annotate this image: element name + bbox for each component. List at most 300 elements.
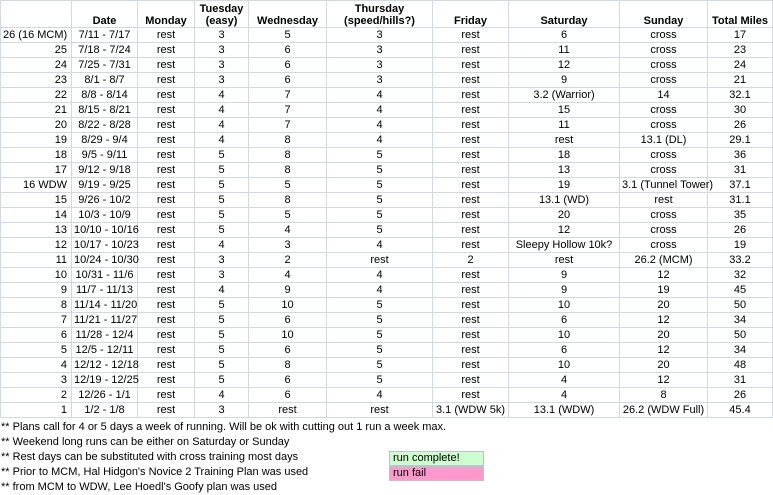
table-cell[interactable]: 8 (249, 193, 327, 208)
table-cell[interactable]: 2 (249, 253, 327, 268)
table-cell[interactable]: 5 (195, 373, 249, 388)
table-cell[interactable]: 12/26 - 1/1 (72, 388, 138, 403)
table-row (1, 88, 773, 103)
table-cell[interactable]: 4 (509, 373, 620, 388)
table-cell[interactable]: 5 (1, 343, 72, 358)
table-cell[interactable]: 3 (327, 58, 433, 73)
table-cell[interactable]: 13.1 (DL) (620, 133, 708, 148)
table-cell[interactable]: 3.2 (Warrior) (509, 88, 620, 103)
header-cell[interactable]: Date (72, 1, 138, 28)
table-cell[interactable]: 11 (509, 118, 620, 133)
table-cell[interactable]: 30 (708, 103, 773, 118)
table-cell[interactable]: rest (433, 388, 509, 403)
table-cell[interactable]: rest (433, 148, 509, 163)
table-cell[interactable]: 12 (620, 373, 708, 388)
table-cell[interactable]: 16 WDW (1, 178, 72, 193)
table-cell[interactable]: 10/24 - 10/30 (72, 253, 138, 268)
table-cell[interactable]: 5 (327, 313, 433, 328)
table-cell[interactable]: 6 (249, 73, 327, 88)
table-cell[interactable]: 7 (1, 313, 72, 328)
table-row (1, 238, 773, 253)
table-cell[interactable]: cross (620, 223, 708, 238)
table-cell[interactable]: rest (138, 313, 195, 328)
table-cell[interactable]: 6 (1, 328, 72, 343)
table-cell[interactable]: 3.1 (WDW 5k) (433, 403, 509, 418)
table-cell[interactable]: 18 (1, 148, 72, 163)
table-cell[interactable]: rest (138, 283, 195, 298)
table-cell[interactable]: 10/31 - 11/6 (72, 268, 138, 283)
table-cell[interactable]: 37.1 (708, 178, 773, 193)
table-cell[interactable]: 4 (249, 223, 327, 238)
table-cell[interactable]: 5 (195, 343, 249, 358)
table-cell[interactable]: 12 (620, 313, 708, 328)
table-cell[interactable]: 12/5 - 12/11 (72, 343, 138, 358)
table-cell[interactable]: cross (620, 238, 708, 253)
header-row (1, 1, 773, 28)
table-cell[interactable]: rest (433, 103, 509, 118)
table-cell[interactable]: 36 (708, 148, 773, 163)
table-cell[interactable]: 5 (195, 193, 249, 208)
table-cell[interactable]: rest (138, 223, 195, 238)
table-cell[interactable]: rest (138, 208, 195, 223)
table-cell[interactable]: 5 (327, 193, 433, 208)
table-cell[interactable]: 29.1 (708, 133, 773, 148)
table-cell[interactable]: rest (138, 163, 195, 178)
table-cell[interactable]: 5 (327, 148, 433, 163)
table-cell[interactable]: 7 (249, 88, 327, 103)
table-cell[interactable]: 45 (708, 283, 773, 298)
table-row (1, 253, 773, 268)
table-row (1, 73, 773, 88)
table-cell[interactable]: 4 (327, 238, 433, 253)
table-cell[interactable]: 8 (620, 388, 708, 403)
note-4[interactable]: ** Prior to MCM, Hal Hidgon's Novice 2 Training Plan was used (1, 466, 309, 478)
table-cell[interactable]: 34 (708, 313, 773, 328)
table-cell[interactable]: 10/3 - 10/9 (72, 208, 138, 223)
table-cell[interactable]: 4 (327, 388, 433, 403)
table-cell[interactable]: 11/21 - 11/27 (72, 313, 138, 328)
note-3[interactable]: ** Rest days can be substituted with cross training most days (1, 451, 299, 463)
table-cell[interactable]: rest (138, 103, 195, 118)
table-cell[interactable]: 19 (708, 238, 773, 253)
note-1[interactable]: ** Plans call for 4 or 5 days a week of running. Will be ok with cutting out 1 run a week max. (1, 421, 447, 433)
table-cell[interactable]: 5 (327, 343, 433, 358)
table-cell[interactable]: 8/29 - 9/4 (72, 133, 138, 148)
table-cell[interactable]: rest (620, 193, 708, 208)
table-cell[interactable]: 10 (1, 268, 72, 283)
header-cell[interactable]: Total Miles (708, 1, 773, 28)
table-cell[interactable]: rest (433, 163, 509, 178)
table-row (1, 298, 773, 313)
table-cell[interactable]: 12 (509, 223, 620, 238)
table-cell[interactable]: 6 (249, 58, 327, 73)
table-cell[interactable]: 12 (509, 58, 620, 73)
table-cell[interactable]: 7/11 - 7/17 (72, 28, 138, 43)
table-cell[interactable]: 10 (249, 328, 327, 343)
table-cell[interactable]: 26 (16 MCM) (1, 28, 72, 43)
table-cell[interactable]: 13.1 (WD) (509, 193, 620, 208)
table-cell[interactable]: 13 (509, 163, 620, 178)
table-cell[interactable]: 9 (249, 283, 327, 298)
table-cell[interactable]: 5 (327, 358, 433, 373)
table-cell[interactable]: 3 (195, 268, 249, 283)
table-cell[interactable]: 32.1 (708, 88, 773, 103)
table-row (1, 28, 773, 43)
table-cell[interactable]: 20 (1, 118, 72, 133)
table-cell[interactable]: 17 (1, 163, 72, 178)
table-cell[interactable]: 18 (509, 148, 620, 163)
table-cell[interactable]: 26.2 (MCM) (620, 253, 708, 268)
table-cell[interactable]: 9/5 - 9/11 (72, 148, 138, 163)
table-cell[interactable]: 10 (249, 298, 327, 313)
table-cell[interactable]: rest (138, 133, 195, 148)
table-cell[interactable]: rest (433, 58, 509, 73)
table-cell[interactable]: rest (138, 43, 195, 58)
table-row (1, 223, 773, 238)
table-cell[interactable]: 4 (327, 103, 433, 118)
table-cell[interactable]: rest (138, 58, 195, 73)
table-cell[interactable]: 50 (708, 298, 773, 313)
table-cell[interactable]: 10 (509, 328, 620, 343)
table-cell[interactable]: 32 (708, 268, 773, 283)
table-cell[interactable]: cross (620, 148, 708, 163)
table-cell[interactable]: 13.1 (WDW) (509, 403, 620, 418)
table-cell[interactable]: 11/28 - 12/4 (72, 328, 138, 343)
table-row (1, 193, 773, 208)
table-row (1, 58, 773, 73)
table-cell[interactable]: 3 (1, 373, 72, 388)
header-cell[interactable]: Wednesday (249, 1, 327, 28)
table-cell[interactable]: 12 (620, 268, 708, 283)
table-cell[interactable]: 20 (620, 358, 708, 373)
header-cell[interactable]: Friday (433, 1, 509, 28)
table-cell[interactable]: 3 (195, 43, 249, 58)
header-cell[interactable] (1, 1, 72, 28)
table-cell[interactable]: 1/2 - 1/8 (72, 403, 138, 418)
table-cell[interactable]: 8/15 - 8/21 (72, 103, 138, 118)
table-cell[interactable]: 5 (327, 223, 433, 238)
table-cell[interactable]: 14 (620, 88, 708, 103)
table-cell[interactable]: cross (620, 73, 708, 88)
table-cell[interactable]: 5 (195, 358, 249, 373)
header-cell[interactable]: Sunday (620, 1, 708, 28)
table-cell[interactable]: 23 (1, 73, 72, 88)
table-cell[interactable]: 10 (509, 298, 620, 313)
table-cell[interactable]: 7/25 - 7/31 (72, 58, 138, 73)
table-cell[interactable]: 5 (195, 208, 249, 223)
table-cell[interactable]: rest (138, 88, 195, 103)
table-cell[interactable]: 5 (195, 178, 249, 193)
table-cell[interactable]: rest (138, 373, 195, 388)
table-cell[interactable]: 11/14 - 11/20 (72, 298, 138, 313)
table-cell[interactable]: 5 (249, 208, 327, 223)
table-cell[interactable]: 31 (708, 163, 773, 178)
table-cell[interactable]: 5 (195, 298, 249, 313)
note-5[interactable]: ** from MCM to WDW, Lee Hoedl's Goofy plan was used (1, 481, 277, 493)
table-cell[interactable]: 6 (249, 373, 327, 388)
table-row (1, 283, 773, 298)
table-cell[interactable]: cross (620, 28, 708, 43)
table-cell[interactable]: 8 (249, 133, 327, 148)
table-cell[interactable]: rest (327, 253, 433, 268)
table-cell[interactable]: rest (138, 268, 195, 283)
table-cell[interactable]: 2 (1, 388, 72, 403)
table-cell[interactable]: 31.1 (708, 193, 773, 208)
table-cell[interactable]: 6 (509, 313, 620, 328)
header-cell[interactable]: Thursday (speed/hills?) (327, 1, 433, 28)
table-cell[interactable]: 4 (195, 103, 249, 118)
table-cell[interactable]: rest (433, 223, 509, 238)
table-cell[interactable]: 7 (249, 103, 327, 118)
table-cell[interactable]: 10/17 - 10/23 (72, 238, 138, 253)
table-cell[interactable]: 24 (1, 58, 72, 73)
table-cell[interactable]: rest (433, 358, 509, 373)
table-row (1, 403, 773, 418)
table-cell[interactable]: 5 (327, 298, 433, 313)
table-cell[interactable]: 12/12 - 12/18 (72, 358, 138, 373)
table-cell[interactable]: cross (620, 103, 708, 118)
table-cell[interactable]: 25 (1, 43, 72, 58)
table-cell[interactable]: 8/22 - 8/28 (72, 118, 138, 133)
table-cell[interactable]: rest (433, 373, 509, 388)
table-cell[interactable]: 21 (1, 103, 72, 118)
table-cell[interactable]: rest (327, 403, 433, 418)
table-cell[interactable]: rest (138, 238, 195, 253)
table-cell[interactable]: 2 (433, 253, 509, 268)
legend-run-fail[interactable]: run fail (389, 466, 484, 481)
table-cell[interactable]: 3.1 (Tunnel Tower) (620, 178, 708, 193)
table-cell[interactable]: 4 (195, 283, 249, 298)
table-cell[interactable]: 6 (249, 388, 327, 403)
table-cell[interactable]: 5 (327, 373, 433, 388)
table-cell[interactable]: 4 (509, 388, 620, 403)
table-cell[interactable]: 8 (249, 163, 327, 178)
table-cell[interactable]: 6 (249, 313, 327, 328)
table-cell[interactable]: 26.2 (WDW Full) (620, 403, 708, 418)
table-cell[interactable]: rest (138, 298, 195, 313)
table-cell[interactable]: rest (433, 238, 509, 253)
note-2[interactable]: ** Weekend long runs can be either on Saturday or Sunday (1, 436, 290, 448)
table-cell[interactable]: 4 (195, 388, 249, 403)
table-cell[interactable]: 5 (195, 163, 249, 178)
table-cell[interactable]: 12 (620, 343, 708, 358)
table-cell[interactable]: 4 (195, 238, 249, 253)
table-cell[interactable]: rest (138, 388, 195, 403)
table-cell[interactable]: 6 (509, 343, 620, 358)
table-cell[interactable]: rest (138, 193, 195, 208)
table-cell[interactable]: 3 (327, 73, 433, 88)
table-cell[interactable]: 3 (327, 43, 433, 58)
table-cell[interactable]: rest (433, 118, 509, 133)
table-cell[interactable]: 3 (195, 28, 249, 43)
table-cell[interactable]: 11/7 - 11/13 (72, 283, 138, 298)
table-cell[interactable]: 5 (195, 148, 249, 163)
table-cell[interactable]: rest (433, 28, 509, 43)
table-cell[interactable]: 3 (195, 403, 249, 418)
table-row (1, 103, 773, 118)
table-cell[interactable]: 20 (509, 208, 620, 223)
table-cell[interactable]: rest (433, 178, 509, 193)
table-cell[interactable]: 7/18 - 7/24 (72, 43, 138, 58)
table-cell[interactable]: rest (249, 403, 327, 418)
table-cell[interactable]: rest (138, 118, 195, 133)
table-cell[interactable]: rest (138, 148, 195, 163)
table-cell[interactable]: 20 (620, 298, 708, 313)
table-row (1, 358, 773, 373)
table-cell[interactable]: 12/19 - 12/25 (72, 373, 138, 388)
table-cell[interactable]: rest (138, 328, 195, 343)
table-cell[interactable]: rest (433, 43, 509, 58)
table-cell[interactable]: 10/10 - 10/16 (72, 223, 138, 238)
table-cell[interactable]: rest (138, 73, 195, 88)
table-cell[interactable]: rest (433, 298, 509, 313)
table-cell[interactable]: 4 (327, 133, 433, 148)
table-cell[interactable]: rest (433, 328, 509, 343)
table-cell[interactable]: 9 (509, 268, 620, 283)
table-cell[interactable]: 14 (1, 208, 72, 223)
table-cell[interactable]: 9 (1, 283, 72, 298)
table-cell[interactable]: 1 (1, 403, 72, 418)
table-cell[interactable]: 17 (708, 28, 773, 43)
table-cell[interactable]: 9/19 - 9/25 (72, 178, 138, 193)
table-cell[interactable]: cross (620, 58, 708, 73)
table-cell[interactable]: 3 (195, 253, 249, 268)
table-cell[interactable]: 9 (509, 73, 620, 88)
table-cell[interactable]: 9 (509, 283, 620, 298)
table-cell[interactable]: rest (509, 253, 620, 268)
table-cell[interactable]: 19 (1, 133, 72, 148)
table-cell[interactable]: 4 (327, 283, 433, 298)
table-cell[interactable]: 19 (509, 178, 620, 193)
table-cell[interactable]: 12 (1, 238, 72, 253)
table-cell[interactable]: 35 (708, 208, 773, 223)
table-cell[interactable]: 15 (1, 193, 72, 208)
table-row (1, 178, 773, 193)
table-cell[interactable]: 4 (327, 118, 433, 133)
header-cell[interactable]: Saturday (509, 1, 620, 28)
table-cell[interactable]: rest (509, 133, 620, 148)
table-cell[interactable]: 26 (708, 388, 773, 403)
table-cell[interactable]: 5 (249, 28, 327, 43)
table-cell[interactable]: rest (433, 208, 509, 223)
table-cell[interactable]: 6 (249, 43, 327, 58)
table-cell[interactable]: cross (620, 118, 708, 133)
table-cell[interactable]: 48 (708, 358, 773, 373)
table-cell[interactable]: 9/12 - 9/18 (72, 163, 138, 178)
table-cell[interactable]: rest (433, 193, 509, 208)
table-cell[interactable]: rest (433, 343, 509, 358)
table-cell[interactable]: 11 (1, 253, 72, 268)
table-cell[interactable]: 19 (620, 283, 708, 298)
table-cell[interactable]: 5 (327, 208, 433, 223)
table-cell[interactable]: cross (620, 208, 708, 223)
table-cell[interactable]: 4 (195, 133, 249, 148)
table-cell[interactable]: 4 (195, 118, 249, 133)
table-cell[interactable]: 31 (708, 373, 773, 388)
table-cell[interactable]: rest (138, 178, 195, 193)
table-row (1, 163, 773, 178)
table-cell[interactable]: 4 (1, 358, 72, 373)
table-row (1, 148, 773, 163)
table-cell[interactable]: 7 (249, 118, 327, 133)
table-cell[interactable]: 6 (509, 28, 620, 43)
table-cell[interactable]: 6 (249, 343, 327, 358)
table-row (1, 43, 773, 58)
table-cell[interactable]: 8/1 - 8/7 (72, 73, 138, 88)
table-cell[interactable]: rest (138, 403, 195, 418)
table-cell[interactable]: 15 (509, 103, 620, 118)
table-cell[interactable]: 33.2 (708, 253, 773, 268)
table-cell[interactable]: 8 (249, 358, 327, 373)
table-cell[interactable]: 8/8 - 8/14 (72, 88, 138, 103)
table-cell[interactable]: 5 (327, 163, 433, 178)
table-cell[interactable]: rest (138, 343, 195, 358)
table-cell[interactable]: 5 (327, 328, 433, 343)
table-cell[interactable]: 3 (195, 73, 249, 88)
table-cell[interactable]: 23 (708, 43, 773, 58)
table-cell[interactable]: 13 (1, 223, 72, 238)
table-cell[interactable]: 24 (708, 58, 773, 73)
table-cell[interactable]: 4 (195, 88, 249, 103)
table-cell[interactable]: 8 (1, 298, 72, 313)
table-cell[interactable]: rest (433, 73, 509, 88)
table-cell[interactable]: 5 (195, 328, 249, 343)
table-cell[interactable]: rest (433, 88, 509, 103)
table-cell[interactable]: cross (620, 43, 708, 58)
table-cell[interactable]: 34 (708, 343, 773, 358)
table-cell[interactable]: rest (433, 268, 509, 283)
table-cell[interactable]: 22 (1, 88, 72, 103)
table-cell[interactable]: 10 (509, 358, 620, 373)
table-cell[interactable]: 5 (195, 223, 249, 238)
table-cell[interactable]: 8 (249, 148, 327, 163)
table-cell[interactable]: 45.4 (708, 403, 773, 418)
table-cell[interactable]: 5 (195, 313, 249, 328)
table-cell[interactable]: Sleepy Hollow 10k? (509, 238, 620, 253)
header-cell[interactable]: Tuesday (easy) (195, 1, 249, 28)
table-cell[interactable]: 26 (708, 118, 773, 133)
table-cell[interactable]: 3 (327, 28, 433, 43)
table-cell[interactable]: 5 (327, 178, 433, 193)
table-cell[interactable]: 3 (195, 58, 249, 73)
table-cell[interactable]: 4 (249, 268, 327, 283)
table-cell[interactable]: rest (433, 283, 509, 298)
table-cell[interactable]: 50 (708, 328, 773, 343)
header-cell[interactable]: Monday (138, 1, 195, 28)
table-cell[interactable]: cross (620, 163, 708, 178)
table-row (1, 388, 773, 403)
table-row (1, 133, 773, 148)
table-cell[interactable]: rest (138, 358, 195, 373)
table-row (1, 313, 773, 328)
table-cell[interactable]: rest (138, 253, 195, 268)
table-cell[interactable]: 26 (708, 223, 773, 238)
table-cell[interactable]: 21 (708, 73, 773, 88)
table-row (1, 373, 773, 388)
table-cell[interactable]: rest (433, 133, 509, 148)
table-cell[interactable]: 4 (327, 268, 433, 283)
table-cell[interactable]: 11 (509, 43, 620, 58)
table-cell[interactable]: rest (138, 28, 195, 43)
table-cell[interactable]: 5 (249, 178, 327, 193)
legend-run-complete[interactable]: run complete! (389, 451, 484, 466)
table-cell[interactable]: 3 (249, 238, 327, 253)
table-cell[interactable]: 20 (620, 328, 708, 343)
table-row (1, 208, 773, 223)
table-cell[interactable]: 9/26 - 10/2 (72, 193, 138, 208)
table-cell[interactable]: 4 (327, 88, 433, 103)
table-cell[interactable]: rest (433, 313, 509, 328)
